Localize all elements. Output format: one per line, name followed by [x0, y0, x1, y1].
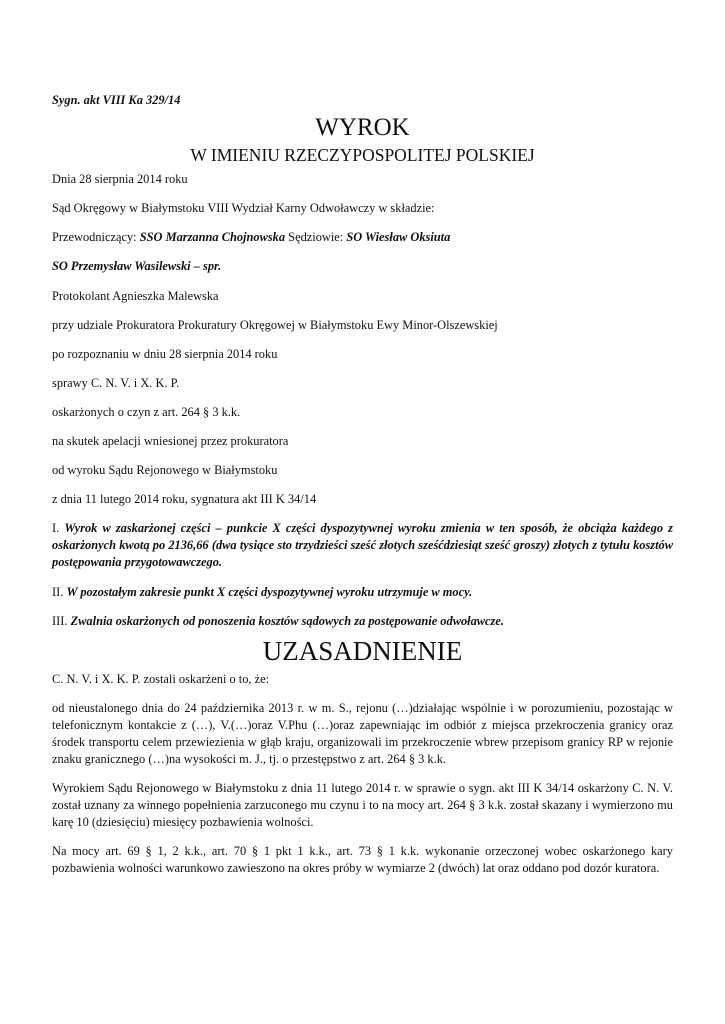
- verdict-point-2-number: II.: [52, 585, 64, 599]
- verdict-point-1-number: I.: [52, 521, 60, 535]
- chair-line: [52, 229, 450, 246]
- verdict-point-2-text: W pozostałym zakresie punkt X części dyspozytywnej wyroku utrzymuje w mocy.: [66, 585, 473, 599]
- judge-rapporteur: SO Przemysław Wasilewski – spr.: [52, 259, 222, 273]
- lower-court-line: od wyroku Sądu Rejonowego w Białymstoku: [52, 463, 278, 477]
- clerk-line: Protokolant Agnieszka Malewska: [52, 289, 219, 303]
- case-signature: Sygn. akt VIII Ka 329/14: [52, 93, 181, 107]
- prosecutor-line: przy udziale Prokuratora Prokuratury Okręgowej w Białymstoku Ewy Minor-Olszewskiej: [52, 318, 498, 332]
- justification-paragraph: Na mocy art. 69 § 1, 2 k.k., art. 70 § 1 pkt 1 k.k., art. 73 § 1 k.k. wykonanie orzeczonej wobec oskarżonego kary pozbawienia wolności warunkowo zawieszono na okres próby w wymiarze 2 (dwóch) lat oraz oddano pod dozór kuratora.: [52, 844, 673, 875]
- verdict-point-2: [52, 584, 472, 601]
- verdict-point-3: [52, 613, 504, 630]
- justification-paragraph: Wyrokiem Sądu Rejonowego w Białymstoku z dnia 11 lutego 2014 r. w sprawie o sygn. akt III K 34/14 oskarżony C. N. V. został uznany za winnego popełnienia zarzuconego mu czynu i to na mocy art. 264 § 3 k.k. został skazany i wymierzono mu karę 10 (dziesięciu) miesięcy pozbawienia wolności.: [52, 781, 673, 829]
- verdict-subtitle: W IMIENIU RZECZYPOSPOLITEJ POLSKIEJ: [190, 145, 535, 165]
- verdict-point-1: [52, 520, 673, 571]
- verdict-date: Dnia 28 sierpnia 2014 roku: [52, 172, 188, 186]
- verdict-title: WYROK: [315, 114, 410, 141]
- chair-label: Przewodniczący:: [52, 230, 137, 244]
- justification-title: UZASADNIENIE: [262, 636, 463, 666]
- court-composition: Sąd Okręgowy w Białymstoku VIII Wydział Karny Odwoławczy w składzie:: [52, 201, 435, 215]
- case-line: sprawy C. N. V. i X. K. P.: [52, 376, 180, 390]
- justification-paragraph: C. N. V. i X. K. P. zostali oskarżeni o to, że:: [52, 672, 270, 686]
- hearing-line: po rozpoznaniu w dniu 28 sierpnia 2014 roku: [52, 347, 278, 361]
- verdict-point-3-text: Zwalnia oskarżonych od ponoszenia kosztów sądowych za postępowanie odwoławcze.: [70, 614, 504, 628]
- chair-name: SSO Marzanna Chojnowska: [139, 230, 286, 244]
- verdict-point-3-number: III.: [52, 614, 68, 628]
- appeal-line: na skutek apelacji wniesionej przez prokuratora: [52, 434, 289, 448]
- judge-name: SO Wiesław Oksiuta: [346, 230, 451, 244]
- judge-label: Sędziowie:: [288, 230, 344, 244]
- verdict-point-1-text: Wyrok w zaskarżonej części – punkcie X części dyspozytywnej wyroku zmienia w ten sposób, że obciąża każdego z oskarżonych kwotą po 2136,66 (dwa tysiące sto trzydzieści sześć złotych sześćdziesiąt sześć groszy) złotych z tytułu kosztów postępowania przygotowawczego.: [52, 521, 673, 569]
- charge-line: oskarżonych o czyn z art. 264 § 3 k.k.: [52, 405, 241, 419]
- lower-court-date-line: z dnia 11 lutego 2014 roku, sygnatura akt III K 34/14: [52, 492, 317, 506]
- justification-paragraph: od nieustalonego dnia do 24 października 2013 r. w m. S., rejonu (…)działając wspólnie i w porozumieniu, pozostając w telefonicznym kontakcie z (…), V.(…)oraz V.Phu (…)oraz zapewniając im odbiór z miejsca przekroczenia granicy oraz środek transportu celem przewiezienia w głąb kraju, organizowali im przekroczenie wbrew przepisom granicy RP w rejonie znaku granicznego (…)na wysokości m. J., tj. o przestępstwo z art. 264 § 3 k.k.: [52, 701, 673, 766]
